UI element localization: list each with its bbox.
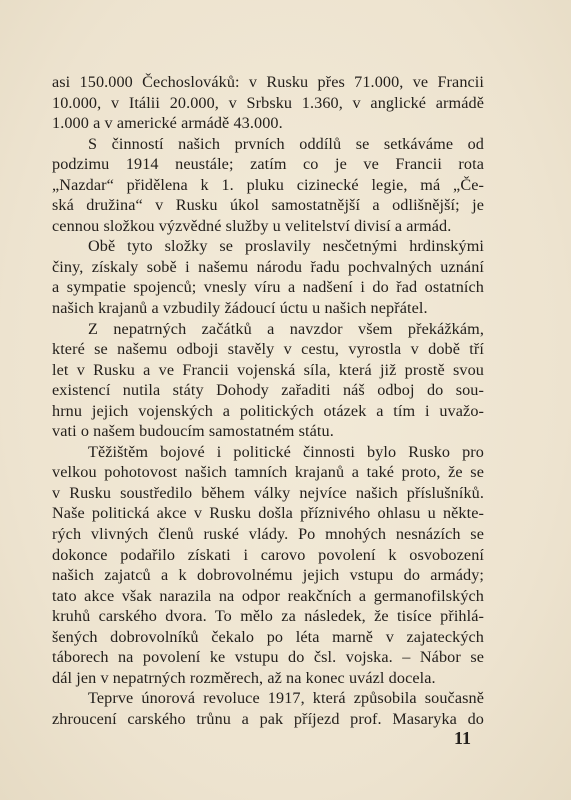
text-line: dokonce podařilo získati i carovo povolení k osvobození bbox=[52, 545, 484, 564]
text-line: zhroucení carského trůnu a pak příjezd prof. Masaryka do bbox=[52, 709, 484, 728]
text-line: Z nepatrných začátků a navzdor všem překážkám, bbox=[88, 319, 484, 338]
text-line: našich zajatců a k dobrovolnému jejich vstupu do armády; bbox=[52, 566, 484, 585]
text-line: které se našemu odboji stavěly v cestu, vyrostla v době tří bbox=[52, 340, 484, 359]
text-line: táborech na povolení ke vstupu do čsl. vojska. – Nábor se bbox=[52, 648, 484, 667]
text-line: asi 150.000 Čechoslováků: v Rusku přes 71.000, ve Francii bbox=[52, 73, 484, 91]
text-line: 1.000 a v americké armádě 43.000. bbox=[52, 114, 283, 133]
text-line: kruhů carského dvora. To mělo za následek, že tisíce přihlá- bbox=[52, 607, 484, 626]
text-line: rých vlivných členů ruské vlády. Po mnohých nesnázích se bbox=[52, 525, 484, 544]
text-line: šených dobrovolníků čekalo po léta marně v zajateckých bbox=[52, 627, 484, 646]
text-line: tato akce však narazila na odpor reakčních a germanofilských bbox=[52, 586, 484, 605]
text-line: činy, získaly sobě i našemu národu řadu pochvalných uznání bbox=[52, 257, 484, 276]
text-line: vati o našem budoucím samostatném státu. bbox=[52, 422, 334, 441]
body-text bbox=[52, 72, 484, 730]
text-line: hrnu jejich vojenských a politických otázek a tím i uvažo- bbox=[52, 401, 484, 420]
text-line: existencí nutila státy Dohody zařaditi náš odboj do sou- bbox=[52, 381, 484, 400]
text-line: Těžištěm bojové i politické činnosti bylo Rusko pro bbox=[88, 442, 484, 461]
text-line: Obě tyto složky se proslavily nesčetnými hrdinskými bbox=[88, 237, 484, 256]
text-line: Teprve únorová revoluce 1917, která způsobila současně bbox=[88, 689, 484, 708]
text-line: v Rusku soustředilo během války nejvíce našich příslušníků. bbox=[52, 483, 484, 502]
text-line: 10.000, v Itálii 20.000, v Srbsku 1.360, v anglické armádě bbox=[52, 93, 484, 112]
text-line: let v Rusku a ve Francii vojenská síla, která již prostě svou bbox=[52, 360, 484, 379]
text-line: Naše politická akce v Rusku došla příznivého ohlasu u někte- bbox=[52, 504, 484, 523]
text-line: velkou pohotovost našich tamních krajanů a také proto, že se bbox=[52, 463, 484, 482]
text-line: podzimu 1914 neustále; zatím co je ve Francii rota bbox=[52, 155, 484, 174]
text-line: ská družina“ v Rusku úkol samostatnější a odlišnější; je bbox=[52, 196, 484, 215]
text-line: cennou složkou výzvědné služby u velitelství divisí a armád. bbox=[52, 216, 452, 235]
text-line: našich krajanů a vzbudily žádoucí úctu u našich nepřátel. bbox=[52, 299, 428, 318]
text-line: S činností našich prvních oddílů se setkáváme od bbox=[88, 134, 484, 153]
page-number: 11 bbox=[454, 728, 472, 748]
text-line: dál jen v nepatrných rozměrech, až na konec uvázl docela. bbox=[52, 668, 436, 687]
text-line: „Nazdar“ přidělena k 1. pluku cizinecké legie, má „Če- bbox=[52, 175, 484, 194]
text-line: a sympatie spojenců; vnesly víru a nadšení i do řad ostatních bbox=[52, 278, 484, 297]
